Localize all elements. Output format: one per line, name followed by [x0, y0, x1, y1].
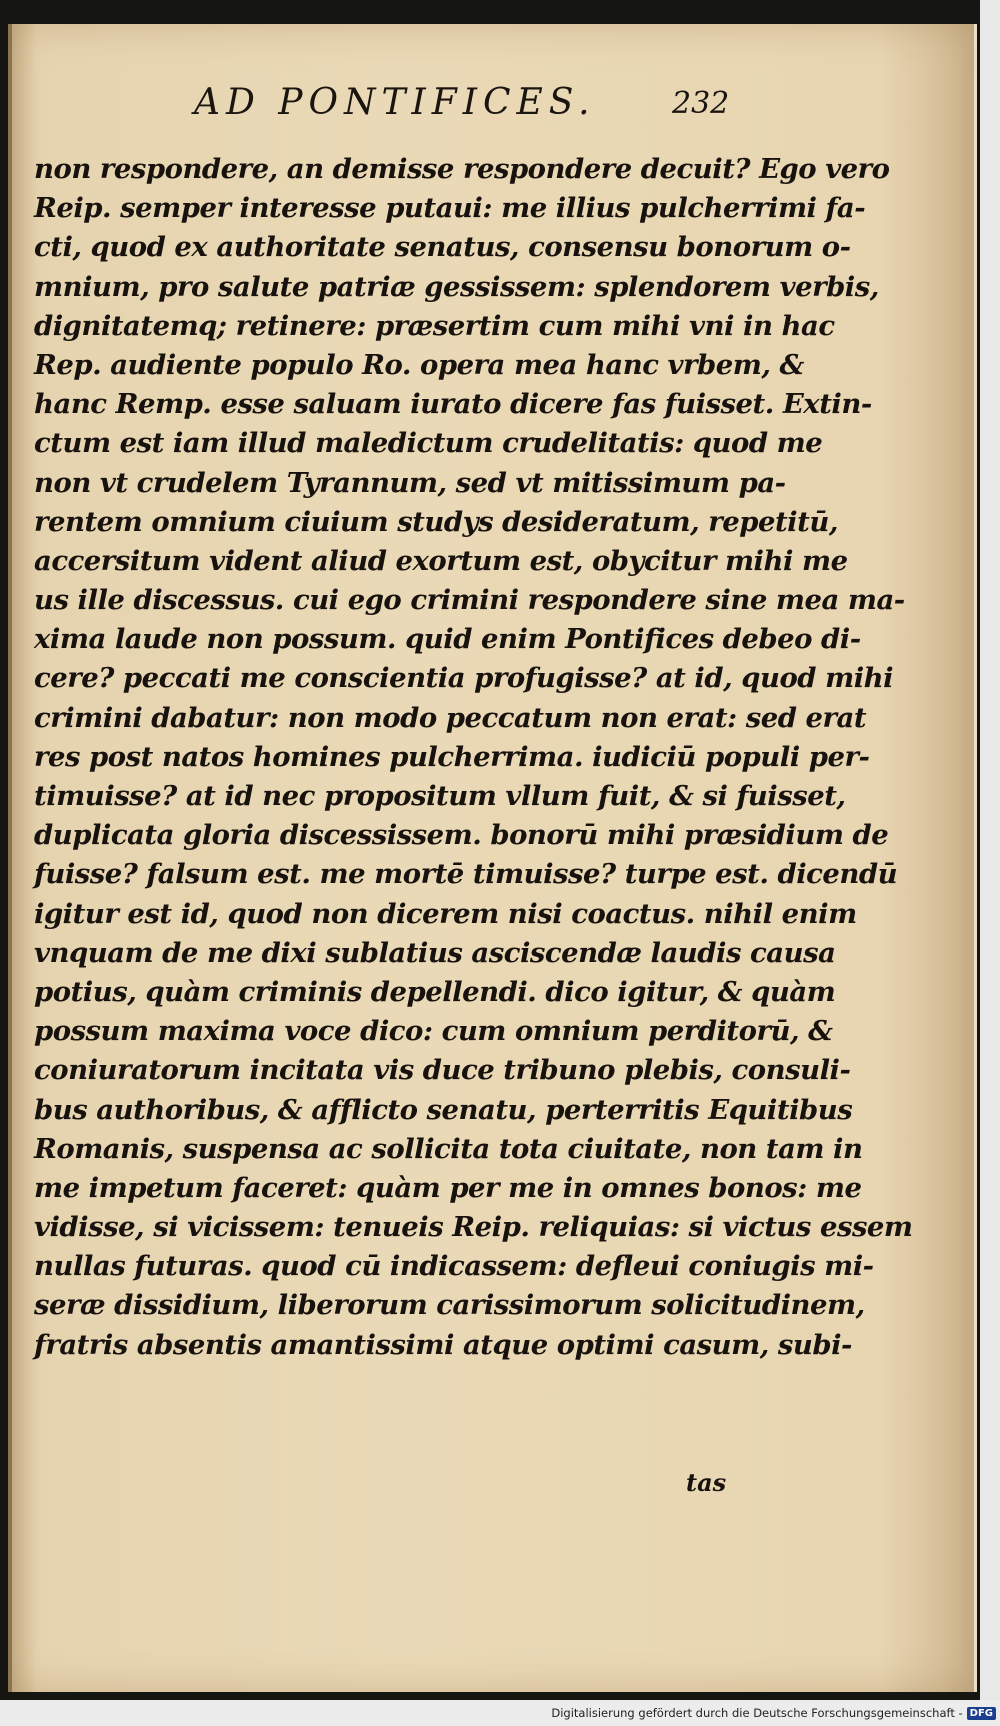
text-line: seræ dissidium, liberorum carissimorum solicitudinem,: [34, 1289, 865, 1322]
text-line: potius, quàm criminis depellendi. dico igitur, & quàm: [34, 975, 836, 1008]
credit-text: Digitalisierung gefördert durch die Deutsche Forschungsgemeinschaft -: [551, 1706, 963, 1720]
text-line: dignitatemq; retinere: præsertim cum mihi vni in hac: [34, 309, 835, 342]
text-line: hanc Remp. esse saluam iurato dicere fas fuisset. Extin-: [34, 388, 872, 421]
text-line: coniuratorum incitata vis duce tribuno plebis, consuli-: [34, 1054, 851, 1087]
text-line: cti, quod ex authoritate senatus, consensu bonorum o-: [34, 231, 851, 264]
text-line: ctum est iam illud maledictum crudelitatis: quod me: [34, 427, 823, 460]
page-edge: [8, 24, 12, 1692]
text-line: Romanis, suspensa ac sollicita tota ciuitate, non tam in: [34, 1132, 863, 1165]
text-line: fuisse? falsum est. me mortē timuisse? turpe est. dicendū: [34, 858, 898, 891]
book-page: [8, 24, 977, 1692]
page-number: 232: [672, 86, 730, 121]
text-line: fratris absentis amantissimi atque optimi casum, subi-: [34, 1328, 852, 1361]
text-line: us ille discessus. cui ego crimini respondere sine mea ma-: [34, 584, 905, 617]
text-line: crimini dabatur: non modo peccatum non erat: sed erat: [34, 701, 867, 734]
text-line: Reip. semper interesse putaui: me illius pulcherrimi fa-: [34, 192, 866, 225]
catchword: tas: [686, 1468, 727, 1497]
text-line: timuisse? at id nec propositum vllum fuit, & si fuisset,: [34, 780, 846, 812]
text-line: rentem omnium ciuium studys desideratum, repetitū,: [34, 505, 838, 538]
digitization-credit: [551, 1704, 996, 1722]
text-line: igitur est id, quod non dicerem nisi coactus. nihil enim: [34, 897, 857, 930]
scan-background-right: [980, 0, 1000, 1700]
text-line: cere? peccati me conscientia profugisse? at id, quod mihi: [34, 662, 894, 695]
text-line: nullas futuras. quod cū indicassem: defleui coniugis mi-: [34, 1250, 874, 1283]
text-line: non respondere, an demisse respondere decuit? Ego vero: [34, 153, 890, 185]
text-line: non vt crudelem Tyrannum, sed vt mitissimum pa-: [34, 466, 786, 499]
text-line: bus authoribus, & afflicto senatu, perterritis Equitibus: [34, 1093, 853, 1126]
text-line: res post natos homines pulcherrima. iudiciū populi per-: [34, 740, 870, 773]
text-line: vidisse, si vicissem: tenueis Reip. reliquias: si victus essem: [34, 1211, 913, 1244]
text-line: duplicata gloria discessissem. bonorū mihi præsidium de: [34, 819, 889, 852]
text-line: accersitum vident aliud exortum est, obycitur mihi me: [34, 544, 848, 577]
text-line: Rep. audiente populo Ro. opera mea hanc vrbem, &: [34, 348, 804, 381]
running-head: [8, 82, 974, 130]
body-text: [34, 150, 913, 1365]
text-line: possum maxima voce dico: cum omnium perditorū, &: [34, 1015, 833, 1048]
text-line: mnium, pro salute patriæ gessissem: splendorem verbis,: [34, 270, 879, 303]
text-line: me impetum faceret: quàm per me in omnes bonos: me: [34, 1171, 862, 1204]
dfg-logo: DFG: [967, 1707, 996, 1720]
text-line: xima laude non possum. quid enim Pontifices debeo di-: [34, 623, 861, 656]
running-head-title: AD PONTIFICES.: [194, 82, 596, 123]
text-line: vnquam de me dixi sublatius asciscendæ laudis causa: [34, 936, 836, 969]
